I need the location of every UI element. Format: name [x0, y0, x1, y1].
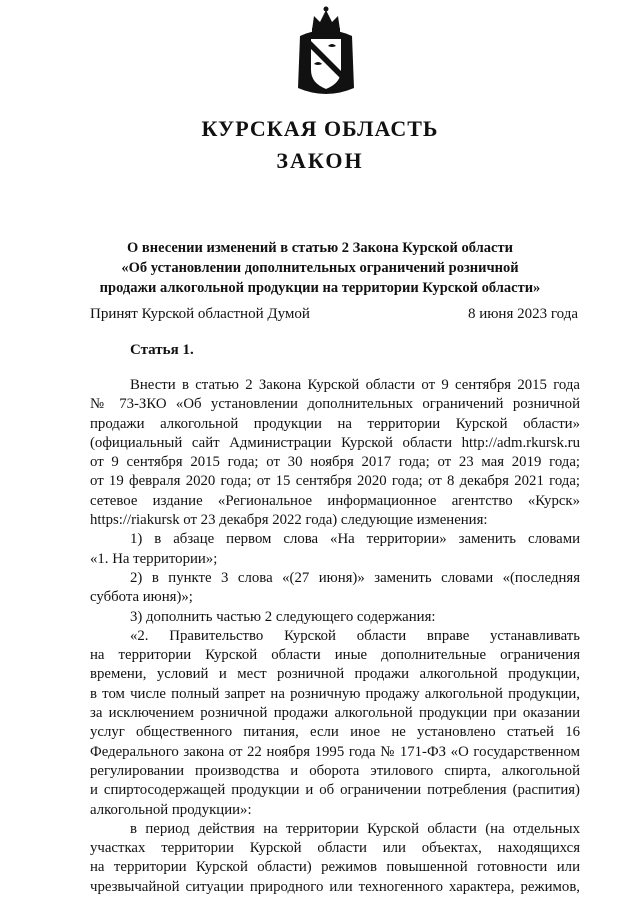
body-line: продажи алкогольной продукции на территории Курской области» — [90, 415, 580, 432]
body-line: на территории Курской области) режимов повышенной готовности или — [90, 859, 580, 876]
body-line: суббота июня)»; — [90, 589, 193, 606]
body-line: регулировании производства и оборота этилового спирта, алкогольной — [90, 762, 580, 779]
body-line: «1. На территории»; — [90, 550, 218, 567]
body-line: «2. Правительство Курской области вправе устанавливать — [130, 627, 580, 644]
body-line: (официальный сайт Администрации Курской области http://adm.rkursk.ru — [90, 434, 580, 451]
body-line: на территории Курской области иные дополнительные ограничения — [90, 647, 580, 664]
body-line: в том числе полный запрет на розничную продажу алкогольной продукции, — [90, 685, 580, 702]
law-title-line: продажи алкогольной продукции на территории Курской области» — [99, 280, 541, 296]
body-line: в период действия на территории Курской области (на отдельных — [130, 820, 580, 837]
law-title — [80, 238, 560, 298]
body-line: и спиртосодержащей продукции и об ограничении потребления (распития) — [90, 782, 580, 799]
body-line: № 73-ЗКО «Об установлении дополнительных ограничений розничной — [90, 396, 580, 413]
body-line: 2) в пункте 3 слова «(27 июня)» заменить словами «(последняя — [130, 569, 580, 586]
body-line: времени, условий и мест розничной продажи алкогольной продукции, — [90, 666, 580, 683]
body-line: от 19 февраля 2020 года; от 15 сентября 2020 года; от 8 декабря 2021 года; — [90, 473, 580, 490]
adopted-by: Принят Курской областной Думой — [90, 306, 310, 322]
adoption-date: 8 июня 2023 года — [467, 306, 578, 322]
body-line: участках территории Курской области или объектах, находящихся — [90, 840, 580, 857]
body-line: 3) дополнить частью 2 следующего содержания: — [130, 608, 436, 625]
body-line: услуг общественного питания, если иное не установлено статьей 16 — [90, 724, 580, 741]
body-line: Федерального закона от 22 ноября 1995 года № 171-ФЗ «О государственном — [90, 743, 580, 760]
body-line: алкогольной продукции»: — [90, 801, 252, 818]
body-line: чрезвычайной ситуации природного или техногенного характера, режимов, — [90, 878, 580, 895]
law-heading: ЗАКОН — [276, 148, 364, 173]
body-line: https://riakursk от 23 декабря 2022 года) следующие изменения: — [90, 512, 488, 529]
article-body — [90, 376, 580, 897]
article-heading: Статья 1. — [130, 342, 194, 358]
region-heading: КУРСКАЯ ОБЛАСТЬ — [201, 116, 439, 141]
body-line: сетевое издание «Региональное информационное агентство «Курск» — [90, 492, 580, 509]
law-title-line: О внесении изменений в статью 2 Закона Курской области — [127, 240, 513, 256]
body-line: 1) в абзаце первом слова «На территории» заменить словами — [130, 531, 580, 548]
body-line: Внести в статью 2 Закона Курской области от 9 сентября 2015 года — [130, 377, 580, 393]
adoption-line — [90, 306, 578, 326]
body-line: за исключением розничной продажи алкогольной продукции при оказании — [90, 705, 580, 722]
law-title-line: «Об установлении дополнительных ограничений розничной — [121, 260, 519, 276]
coat-of-arms-icon — [294, 6, 358, 100]
body-line: от 9 сентября 2015 года; от 30 ноября 2017 года; от 23 мая 2019 года; — [90, 454, 580, 471]
